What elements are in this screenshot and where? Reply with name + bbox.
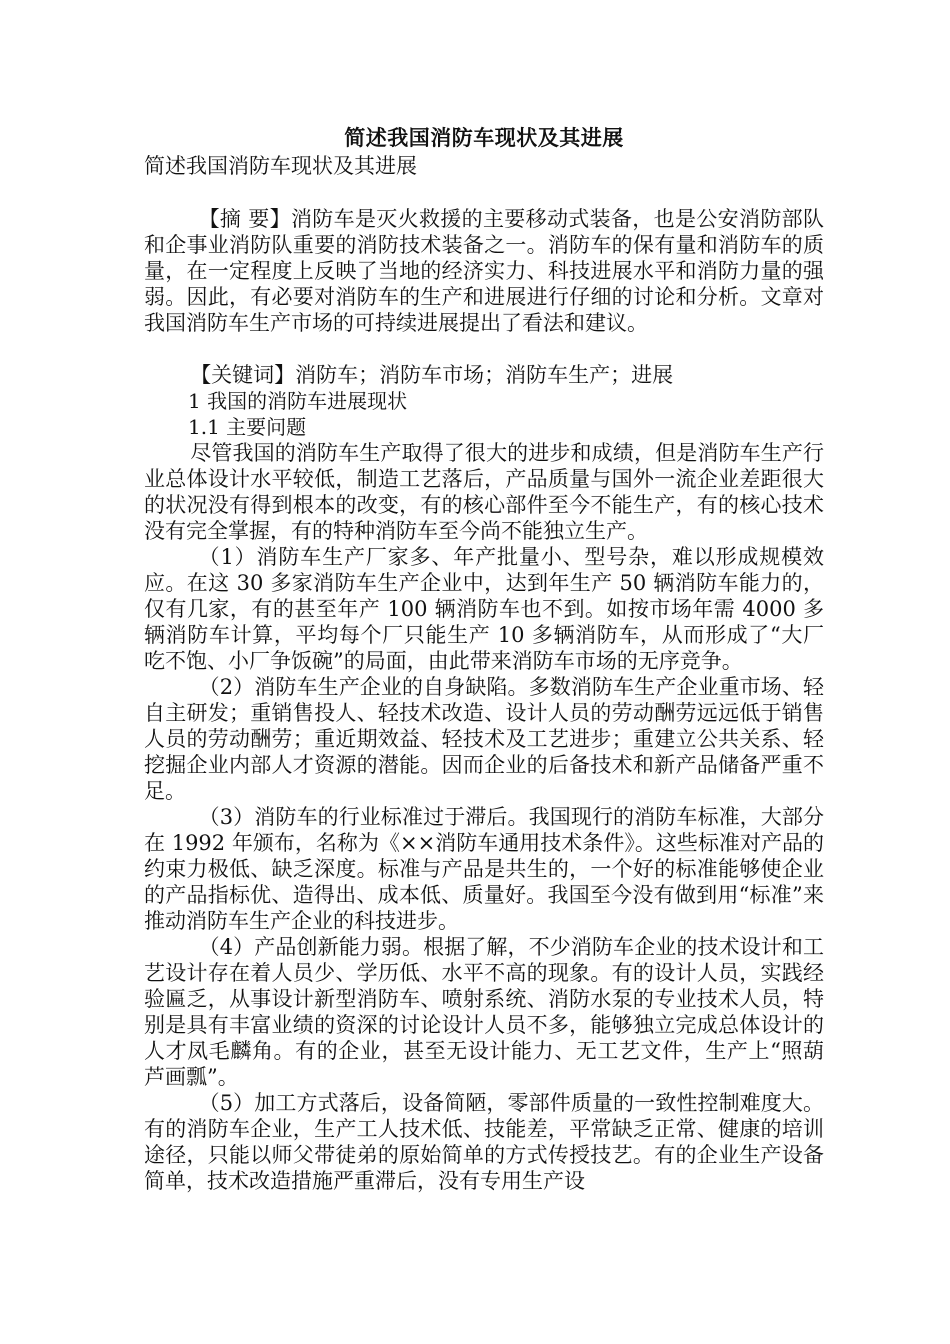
body-paragraph: 尽管我国的消防车生产取得了很大的进步和成绩，但是消防车生产行业总体设计水平较低，制造工艺落后，产品质量与国外一流企业差距很大的状况没有得到根本的改变，有的核心部件至今不能生产，有的核心技术没有完全掌握，有的特种消防车至今尚不能独立生产。: [144, 441, 824, 543]
section-heading-1: 1 我国的消防车进展现状: [188, 389, 408, 413]
body-paragraph: （3）消防车的行业标准过于滞后。我国现行的消防车标准，大部分在 1992 年颁布，名称为《××消防车通用技术条件》。这些标准对产品的约束力极低、缺乏深度。标准与产品是共生的，一个好的标准能够使企业的产品指标优、造得出、成本低、质量好。我国至今没有做到用“标准”来推动消防车生产企业的科技进步。: [144, 805, 824, 933]
section-heading-1-1: 1.1 主要问题: [188, 415, 307, 439]
document-subtitle: 简述我国消防车现状及其进展: [144, 154, 417, 178]
body-paragraph: （4）产品创新能力弱。根据了解，不少消防车企业的技术设计和工艺设计存在着人员少、学历低、水平不高的现象。有的设计人员，实践经验匾乏，从事设计新型消防车、喷射系统、消防水泵的专业技术人员，特别是具有丰富业绩的资深的讨论设计人员不多，能够独立完成总体设计的人才凤毛麟角。有的企业，甚至无设计能力、无工艺文件，生产上“照葫芦画瓢”。: [144, 935, 824, 1089]
body-paragraph: （5）加工方式落后，设备简陋，零部件质量的一致性控制难度大。有的消防车企业，生产工人技术低、技能差，平常缺乏正常、健康的培训途径，只能以师父带徒弟的原始简单的方式传授技艺。有的企业生产设备简单，技术改造措施严重滞后，没有专用生产设: [144, 1091, 824, 1193]
document-page: [144, 118, 824, 1194]
spacer: [144, 336, 824, 362]
body-paragraph: （2）消防车生产企业的自身缺陷。多数消防车生产企业重市场、轻自主研发；重销售投人、轻技术改造、设计人员的劳动酬劳远远低于销售人员的劳动酬劳；重近期效益、轻技术及工艺进步；重建立公共关系、轻挖掘企业内部人才资源的潜能。因而企业的后备技术和新产品储备严重不足。: [144, 675, 824, 803]
body-paragraph: （1）消防车生产厂家多、年产批量小、型号杂，难以形成规模效应。在这 30 多家消防车生产企业中，达到年生产 50 辆消防车能力的，仅有几家，有的甚至年产 100 辆消防车也不到。如按市场年需 4000 多辆消防车计算，平均每个厂只能生产 10 多辆消防车，从而形成了“大厂吃不饱、小厂争饭碗”的局面，由此带来消防车市场的无序竞争。: [144, 545, 824, 673]
keywords-line: 【关键词】消防车；消防车市场；消防车生产；进展: [190, 363, 674, 387]
abstract-paragraph: 【摘 要】消防车是灭火救援的主要移动式装备，也是公安消防部队和企事业消防队重要的消防技术装备之一。消防车的保有量和消防车的质量，在一定程度上反映了当地的经济实力、科技进展水平和消防力量的强弱。因此，有必要对消防车的生产和进展进行仔细的讨论和分析。文章对我国消防车生产市场的可持续进展提出了看法和建议。: [144, 207, 824, 335]
spacer: [144, 180, 824, 206]
document-title: 简述我国消防车现状及其进展: [344, 125, 624, 150]
